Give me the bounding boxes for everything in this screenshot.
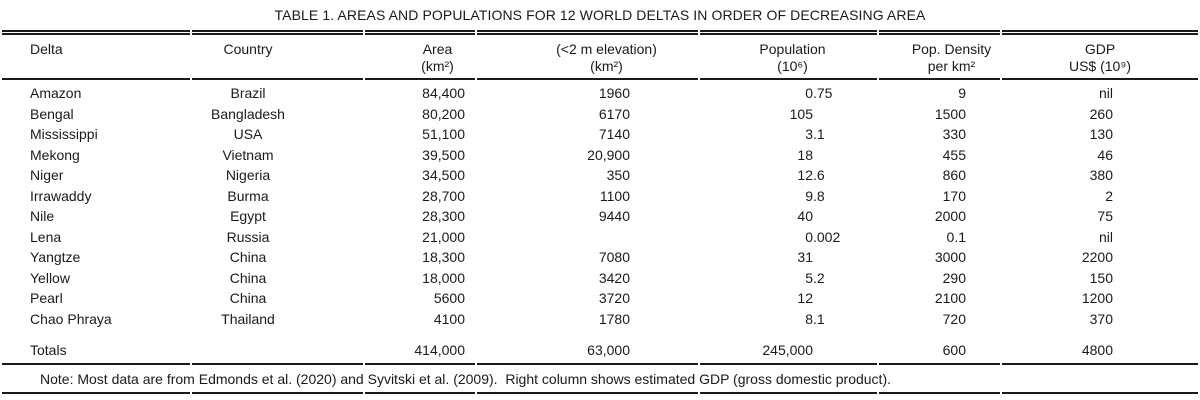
totals-cell-gdp: 4800 — [1002, 338, 1198, 365]
cell-country: Bangladesh — [211, 105, 285, 122]
rule-segment — [700, 392, 877, 394]
deltas-table — [0, 30, 1200, 394]
cell-delta: Nile — [30, 208, 55, 224]
cell-population: 0.75 — [700, 80, 877, 104]
table-row — [2, 309, 1198, 330]
cell-gdp: 1200 — [1081, 290, 1113, 306]
column-header-line1: Area — [422, 41, 453, 57]
cell-delta: Lena — [30, 228, 62, 245]
decimal-fraction: .75 — [813, 85, 833, 101]
cell-delta: Yellow — [30, 269, 70, 286]
spacer-cell — [2, 329, 1198, 338]
cell-density: 330 — [942, 126, 966, 142]
column-header-gdp — [1002, 35, 1198, 80]
table-row — [2, 124, 1198, 145]
cell-density: 860 — [942, 167, 966, 183]
cell-country: China — [229, 249, 267, 265]
cell-country: Russia — [226, 228, 270, 245]
cell-gdp: 46 — [1097, 146, 1113, 163]
column-header-line1: GDP — [1084, 41, 1116, 57]
column-header-line1: (<2 m elevation) — [556, 41, 657, 57]
table-row — [2, 268, 1198, 289]
totals-cell-population: 245,000 — [700, 338, 877, 365]
cell-population: 3.1 — [700, 124, 877, 145]
cell-delta: Yangtze — [30, 249, 81, 265]
cell-elev: 1780 — [598, 310, 630, 327]
table-row — [2, 186, 1198, 207]
cell-area: 51,100 — [422, 126, 465, 142]
note-row — [2, 365, 1198, 392]
column-header-line1: Population — [759, 41, 826, 57]
cell-area: 34,500 — [422, 167, 465, 183]
cell-delta: Mekong — [30, 146, 80, 163]
cell-area: 18,000 — [422, 269, 465, 286]
table-row — [2, 104, 1198, 125]
cell-gdp: 2 — [1105, 187, 1113, 204]
decimal-fraction: .1 — [813, 126, 825, 142]
totals-cell-area: 414,000 — [365, 338, 475, 365]
totals-cell-delta: Totals — [2, 338, 190, 365]
table-row — [2, 247, 1198, 268]
table-footer — [2, 365, 1198, 394]
column-header-line1: Country — [223, 41, 273, 57]
column-header-elev — [477, 35, 698, 80]
table-body — [2, 80, 1198, 365]
cell-population: 9.8 — [700, 186, 877, 207]
cell-population: 31 — [797, 249, 813, 265]
column-header-line2: US$ (10⁹) — [1068, 58, 1131, 74]
table-note: Note: Most data are from Edmonds et al. (2020) and Syvitski et al. (2009). Right column shows estimated GDP (gross domestic product). — [40, 371, 891, 387]
cell-country: China — [229, 269, 267, 286]
cell-density: 3000 — [934, 249, 966, 265]
cell-population: 0.002 — [700, 227, 877, 248]
column-header-population — [700, 35, 877, 80]
decimal-fraction: .002 — [813, 228, 841, 245]
cell-elev: 20,900 — [587, 146, 630, 163]
table-row — [2, 145, 1198, 166]
cell-area: 80,200 — [422, 105, 465, 122]
cell-population: 5.2 — [700, 268, 877, 289]
table-row — [2, 227, 1198, 248]
cell-area: 39,500 — [422, 146, 465, 163]
column-header-line2: (10⁶) — [777, 58, 808, 74]
cell-area: 84,400 — [422, 85, 465, 101]
cell-density: 2000 — [934, 208, 966, 224]
cell-country: Thailand — [221, 310, 275, 327]
cell-area: 28,700 — [422, 187, 465, 204]
table-title: TABLE 1. AREAS AND POPULATIONS FOR 12 WORLD DELTAS IN ORDER OF DECREASING AREA — [274, 7, 926, 23]
spacer-row — [2, 329, 1198, 338]
column-header-line2 — [30, 58, 189, 75]
column-header-density — [879, 35, 1000, 80]
cell-density: 720 — [942, 310, 966, 327]
cell-gdp: 370 — [1089, 310, 1113, 327]
cell-area: 5600 — [433, 290, 465, 306]
cell-area: 21,000 — [422, 228, 465, 245]
cell-country: China — [229, 290, 267, 306]
cell-population: 40 — [797, 208, 813, 224]
rule-segment — [192, 392, 363, 394]
cell-gdp: 2200 — [1081, 249, 1113, 265]
cell-area: 28,300 — [422, 208, 465, 224]
cell-density: 9 — [958, 85, 966, 101]
column-header-line1: Delta — [30, 41, 63, 57]
cell-density: 0.1 — [946, 228, 966, 245]
cell-country: Brazil — [230, 85, 266, 101]
cell-country: USA — [233, 126, 263, 142]
cell-elev: 350 — [606, 167, 630, 183]
cell-gdp: nil — [1098, 85, 1113, 101]
cell-delta: Pearl — [30, 290, 63, 306]
cell-elev: 3420 — [598, 269, 630, 286]
cell-country: Vietnam — [222, 146, 274, 163]
cell-elev: 1100 — [599, 187, 630, 204]
cell-density: 455 — [942, 146, 966, 163]
cell-delta: Niger — [30, 167, 64, 183]
column-header-line2: (km²) — [590, 58, 623, 74]
rule-segment — [2, 392, 190, 394]
cell-elev: 3720 — [598, 290, 630, 306]
decimal-fraction: .8 — [813, 187, 825, 204]
cell-area: 4100 — [433, 310, 465, 327]
table-row — [2, 206, 1198, 227]
cell-delta: Irrawaddy — [30, 187, 92, 204]
cell-population: 18 — [797, 146, 813, 163]
header-row — [2, 35, 1198, 80]
decimal-fraction: .2 — [813, 269, 825, 286]
cell-gdp: 130 — [1089, 126, 1113, 142]
column-header-line2 — [193, 58, 303, 75]
cell-gdp: nil — [1098, 228, 1113, 245]
cell-gdp: 75 — [1097, 208, 1113, 224]
rule-segment — [1002, 392, 1198, 394]
cell-elev: 7140 — [598, 126, 630, 142]
column-header-line2: (km²) — [421, 58, 454, 74]
column-header-line1: Pop. Density — [911, 41, 992, 57]
cell-population: 12 — [797, 290, 813, 306]
cell-density: 2100 — [934, 290, 966, 306]
cell-gdp: 150 — [1089, 269, 1113, 286]
cell-delta: Chao Phraya — [30, 310, 112, 327]
cell-density: 1500 — [934, 105, 966, 122]
cell-density: 290 — [942, 269, 966, 286]
cell-population: 8.1 — [700, 309, 877, 330]
cell-country: Egypt — [230, 208, 266, 224]
cell-elev: 6170 — [598, 105, 630, 122]
table-row — [2, 288, 1198, 309]
cell-elev — [477, 227, 698, 248]
cell-gdp: 380 — [1089, 167, 1113, 183]
decimal-fraction: .6 — [813, 167, 825, 183]
cell-delta: Bengal — [30, 105, 74, 122]
decimal-fraction: .1 — [813, 310, 825, 327]
totals-cell-elev: 63,000 — [477, 338, 698, 365]
cell-area: 18,300 — [422, 249, 465, 265]
cell-elev: 9440 — [598, 208, 630, 224]
bottom-rule — [2, 392, 1198, 394]
table-row — [2, 80, 1198, 104]
totals-cell-density: 600 — [879, 338, 1000, 365]
rule-segment — [879, 392, 1000, 394]
cell-elev: 7080 — [598, 249, 630, 265]
totals-row — [2, 338, 1198, 365]
cell-delta: Amazon — [30, 85, 82, 101]
totals-cell-country — [192, 338, 363, 365]
cell-gdp: 260 — [1089, 105, 1113, 122]
column-header-line2: per km² — [927, 58, 976, 74]
rule-segment — [477, 392, 698, 394]
cell-density: 170 — [942, 187, 966, 204]
column-header-country — [192, 35, 363, 80]
cell-elev: 1960 — [598, 85, 630, 101]
column-header-area — [365, 35, 475, 80]
rule-segment — [365, 392, 475, 394]
table-header — [2, 30, 1198, 80]
cell-population: 105 — [789, 105, 813, 122]
column-header-delta — [2, 35, 190, 80]
table-row — [2, 165, 1198, 186]
cell-country: Burma — [227, 187, 269, 204]
cell-delta: Mississippi — [30, 126, 98, 142]
cell-population: 12.6 — [700, 165, 877, 186]
cell-country: Nigeria — [225, 167, 271, 183]
